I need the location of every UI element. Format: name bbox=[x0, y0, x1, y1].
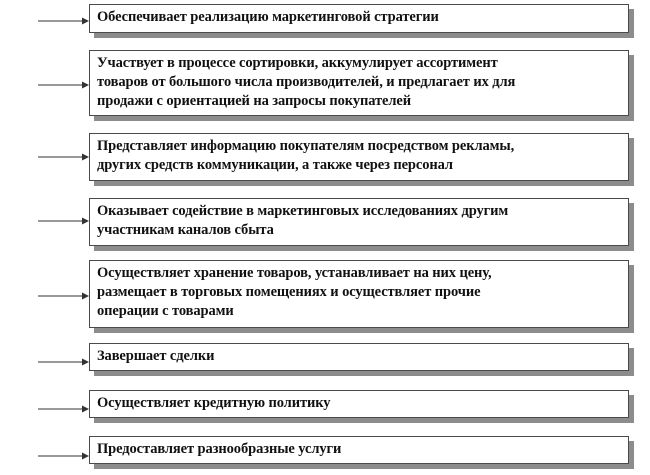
function-box-5: Осуществляет хранение товаров, устанавливает на них цену, размещает в торговых помещениях и осуществляет прочие операции с товарами bbox=[89, 260, 629, 328]
arrow-right-icon bbox=[38, 16, 89, 26]
function-box-3: Представляет информацию покупателям посредством рекламы, других средств коммуникации, а также через персонал bbox=[89, 133, 629, 181]
function-box-2: Участвует в процессе сортировки, аккумулирует ассортимент товаров от большого числа производителей, и предлагает их для продажи с ориентацией на запросы покупателей bbox=[89, 50, 629, 116]
arrow-right-icon bbox=[38, 152, 89, 162]
function-box-8: Предоставляет разнообразные услуги bbox=[89, 436, 629, 464]
function-box-1: Обеспечивает реализацию маркетинговой стратегии bbox=[89, 4, 629, 33]
arrow-right-icon bbox=[38, 291, 89, 301]
function-box-6: Завершает сделки bbox=[89, 343, 629, 371]
function-box-7: Осуществляет кредитную политику bbox=[89, 390, 629, 418]
arrow-right-icon bbox=[38, 80, 89, 90]
arrow-right-icon bbox=[38, 357, 89, 367]
arrow-right-icon bbox=[38, 404, 89, 414]
function-box-4: Оказывает содействие в маркетинговых исследованиях другим участникам каналов сбыта bbox=[89, 198, 629, 246]
arrow-right-icon bbox=[38, 216, 89, 226]
arrow-right-icon bbox=[38, 451, 89, 461]
